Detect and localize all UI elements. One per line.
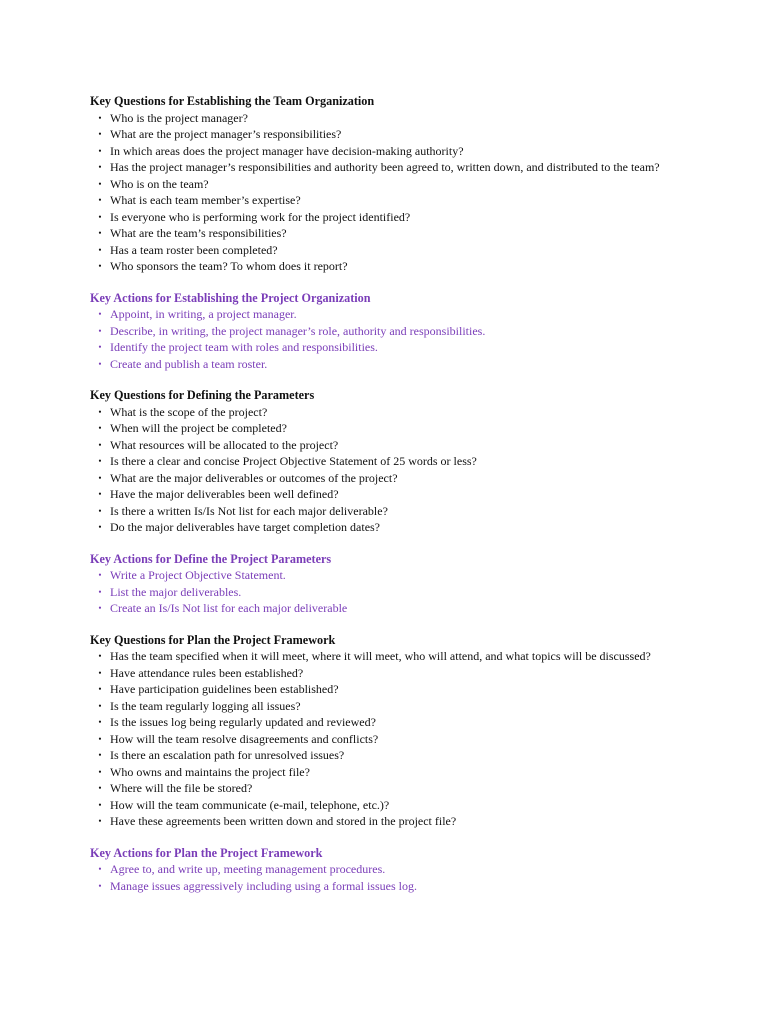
key-actions-section bbox=[90, 290, 660, 373]
list-item bbox=[90, 225, 660, 242]
list-item bbox=[90, 780, 660, 797]
bullet-icon: • bbox=[98, 733, 102, 744]
bullet-icon: • bbox=[98, 456, 102, 466]
document-page bbox=[90, 93, 660, 909]
list-item bbox=[90, 519, 660, 536]
list-item-text: Has the project manager’s responsibilities and authority been agreed to, written down, and distributed to the team? bbox=[110, 160, 660, 174]
list-item-text: Is the team regularly logging all issues? bbox=[110, 698, 301, 713]
list-item-text: Has the team specified when it will meet, where it will meet, who will attend, and what topics will be discussed? bbox=[110, 649, 651, 663]
bullet-icon: • bbox=[98, 325, 102, 336]
section-heading: Key Actions for Define the Project Parameters bbox=[90, 551, 332, 566]
list-item-text: What is each team member’s expertise? bbox=[110, 193, 301, 207]
bullet-icon: • bbox=[98, 783, 102, 793]
list-item-text: How will the team resolve disagreements and conflicts? bbox=[110, 731, 379, 746]
bullet-icon: • bbox=[98, 651, 102, 661]
section-heading: Key Questions for Establishing the Team Organization bbox=[90, 94, 375, 108]
list-item-text: In which areas does the project manager have decision-making authority? bbox=[110, 143, 464, 158]
bullet-icon: • bbox=[98, 766, 102, 777]
list-item bbox=[90, 339, 660, 356]
bullet-icon: • bbox=[98, 358, 102, 369]
list-item bbox=[90, 747, 660, 764]
section-heading: Key Questions for Plan the Project Framework bbox=[90, 632, 336, 647]
list-item bbox=[90, 665, 660, 682]
list-item bbox=[90, 486, 660, 503]
list-item bbox=[90, 584, 660, 601]
list-item bbox=[90, 176, 660, 193]
bullet-icon: • bbox=[98, 112, 102, 123]
bullet-icon: • bbox=[98, 162, 102, 172]
list-item-text: What are the team’s responsibilities? bbox=[110, 226, 287, 240]
bullet-icon: • bbox=[98, 145, 102, 156]
list-item-text: Create an Is/Is Not list for each major deliverable bbox=[110, 601, 348, 615]
bullet-icon: • bbox=[98, 864, 102, 874]
list-item bbox=[90, 126, 660, 143]
list-item-text: Describe, in writing, the project manager’s role, authority and responsibilities. bbox=[110, 323, 486, 338]
list-item bbox=[90, 600, 660, 617]
list-item-text: Who is the project manager? bbox=[110, 110, 248, 125]
list-item-text: Have participation guidelines been established? bbox=[110, 682, 339, 696]
list-item-text: Have the major deliverables been well defined? bbox=[110, 487, 339, 501]
bullet-icon: • bbox=[98, 342, 102, 352]
bullet-icon: • bbox=[98, 472, 102, 483]
key-questions-section bbox=[90, 632, 660, 830]
list-item bbox=[90, 648, 660, 665]
list-item-text: Who is on the team? bbox=[110, 176, 209, 191]
bullet-icon: • bbox=[98, 880, 102, 891]
bullet-icon: • bbox=[98, 423, 102, 433]
list-item-text: Is there an escalation path for unresolved issues? bbox=[110, 748, 345, 762]
list-item bbox=[90, 813, 660, 830]
bullet-list bbox=[90, 306, 660, 372]
list-item-text: What are the project manager’s responsibilities? bbox=[110, 127, 342, 141]
list-item-text: Who owns and maintains the project file? bbox=[110, 764, 310, 779]
list-item bbox=[90, 242, 660, 259]
list-item bbox=[90, 453, 660, 470]
bullet-icon: • bbox=[98, 586, 102, 597]
list-item-text: List the major deliverables. bbox=[110, 584, 242, 599]
key-questions-section bbox=[90, 387, 660, 536]
bullet-list bbox=[90, 648, 660, 830]
list-item bbox=[90, 192, 660, 209]
bullet-icon: • bbox=[98, 700, 102, 711]
list-item bbox=[90, 470, 660, 487]
list-item-text: Create and publish a team roster. bbox=[110, 356, 268, 371]
list-item-text: Write a Project Objective Statement. bbox=[110, 568, 286, 582]
bullet-icon: • bbox=[98, 570, 102, 580]
section-heading: Key Questions for Defining the Parameters bbox=[90, 388, 315, 402]
list-item-text: What resources will be allocated to the project? bbox=[110, 437, 339, 452]
bullet-icon: • bbox=[98, 667, 102, 678]
bullet-list bbox=[90, 567, 660, 617]
list-item bbox=[90, 861, 660, 878]
key-questions-section bbox=[90, 93, 660, 275]
bullet-list bbox=[90, 110, 660, 275]
bullet-icon: • bbox=[98, 489, 102, 499]
bullet-icon: • bbox=[98, 406, 102, 417]
bullet-icon: • bbox=[98, 228, 102, 238]
list-item-text: Where will the file be stored? bbox=[110, 781, 253, 795]
list-item-text: What is the scope of the project? bbox=[110, 404, 268, 419]
list-item bbox=[90, 143, 660, 160]
list-item-text: When will the project be completed? bbox=[110, 421, 287, 435]
bullet-icon: • bbox=[98, 211, 102, 222]
list-item-text: Manage issues aggressively including using a formal issues log. bbox=[110, 878, 417, 893]
bullet-icon: • bbox=[98, 816, 102, 826]
list-item-text: How will the team communicate (e-mail, telephone, etc.)? bbox=[110, 797, 390, 812]
bullet-icon: • bbox=[98, 309, 102, 319]
bullet-icon: • bbox=[98, 129, 102, 139]
bullet-icon: • bbox=[98, 603, 102, 613]
list-item bbox=[90, 323, 660, 340]
bullet-icon: • bbox=[98, 505, 102, 516]
list-item-text: Identify the project team with roles and responsibilities. bbox=[110, 340, 378, 354]
list-item bbox=[90, 698, 660, 715]
list-item-text: Have these agreements been written down and stored in the project file? bbox=[110, 814, 457, 828]
key-actions-section bbox=[90, 845, 660, 895]
bullet-list bbox=[90, 404, 660, 536]
list-item-text: Do the major deliverables have target completion dates? bbox=[110, 520, 381, 534]
bullet-icon: • bbox=[98, 799, 102, 810]
bullet-icon: • bbox=[98, 439, 102, 450]
list-item bbox=[90, 503, 660, 520]
list-item bbox=[90, 356, 660, 373]
bullet-icon: • bbox=[98, 684, 102, 694]
list-item-text: Agree to, and write up, meeting management procedures. bbox=[110, 862, 386, 876]
list-item-text: Appoint, in writing, a project manager. bbox=[110, 307, 297, 321]
list-item bbox=[90, 797, 660, 814]
bullet-icon: • bbox=[98, 717, 102, 727]
section-heading: Key Actions for Establishing the Project Organization bbox=[90, 290, 371, 305]
list-item bbox=[90, 159, 660, 176]
bullet-list bbox=[90, 861, 660, 894]
bullet-icon: • bbox=[98, 522, 102, 532]
list-item bbox=[90, 258, 660, 275]
list-item-text: Is there a written Is/Is Not list for each major deliverable? bbox=[110, 503, 388, 518]
list-item-text: What are the major deliverables or outcomes of the project? bbox=[110, 470, 398, 485]
list-item bbox=[90, 764, 660, 781]
list-item bbox=[90, 420, 660, 437]
list-item bbox=[90, 110, 660, 127]
list-item bbox=[90, 714, 660, 731]
list-item bbox=[90, 404, 660, 421]
bullet-icon: • bbox=[98, 261, 102, 271]
bullet-icon: • bbox=[98, 178, 102, 189]
list-item-text: Has a team roster been completed? bbox=[110, 242, 278, 257]
key-actions-section bbox=[90, 551, 660, 617]
list-item-text: Is the issues log being regularly updated and reviewed? bbox=[110, 715, 376, 729]
list-item-text: Have attendance rules been established? bbox=[110, 665, 304, 680]
list-item-text: Is there a clear and concise Project Objective Statement of 25 words or less? bbox=[110, 454, 477, 468]
list-item bbox=[90, 437, 660, 454]
bullet-icon: • bbox=[98, 750, 102, 760]
list-item-text: Who sponsors the team? To whom does it report? bbox=[110, 259, 348, 273]
bullet-icon: • bbox=[98, 195, 102, 205]
list-item-text: Is everyone who is performing work for the project identified? bbox=[110, 209, 411, 224]
list-item bbox=[90, 731, 660, 748]
section-heading: Key Actions for Plan the Project Framework bbox=[90, 845, 323, 860]
list-item bbox=[90, 567, 660, 584]
list-item bbox=[90, 681, 660, 698]
list-item bbox=[90, 306, 660, 323]
bullet-icon: • bbox=[98, 244, 102, 255]
list-item bbox=[90, 878, 660, 895]
list-item bbox=[90, 209, 660, 226]
